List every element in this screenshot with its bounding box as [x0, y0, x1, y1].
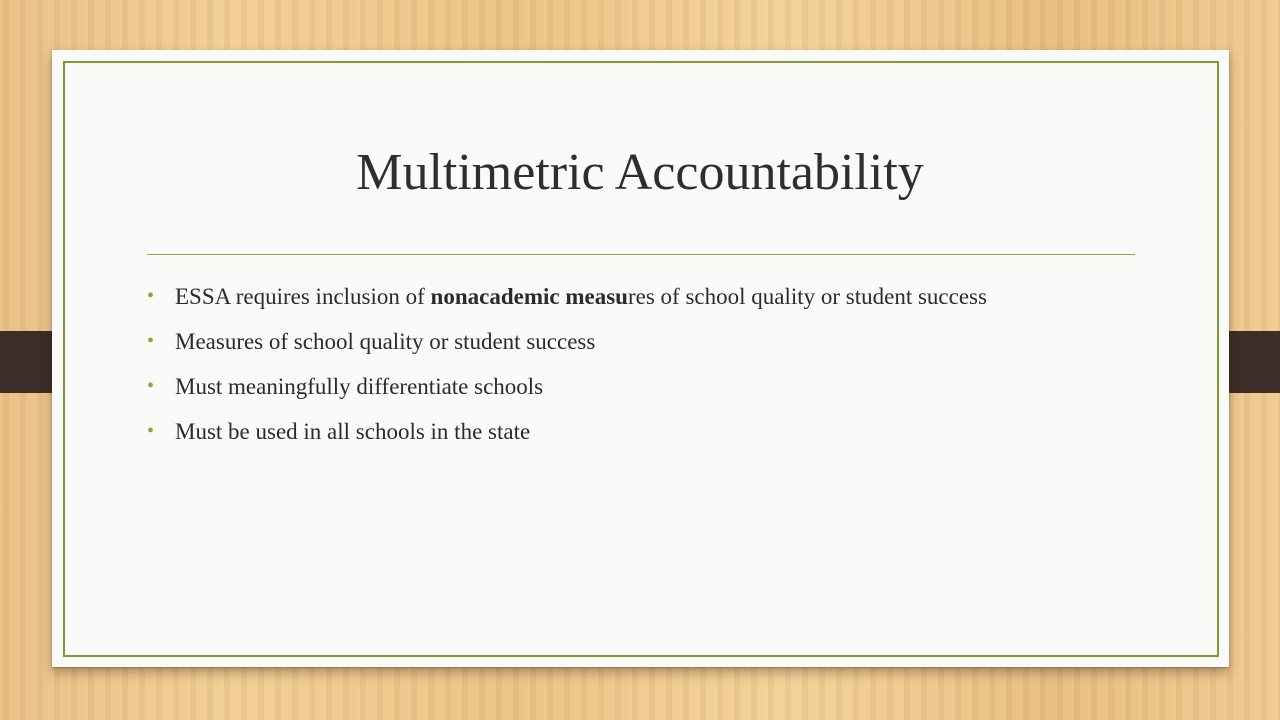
bullet-item [147, 370, 1107, 403]
bullet-item [147, 415, 1107, 448]
bullet-dot-icon: • [147, 330, 155, 352]
bullet-item [147, 325, 1107, 358]
bullet-text-bold: nonacademic measu [430, 284, 628, 309]
bullet-list [147, 280, 1107, 460]
bullet-text: Measures of school quality or student success [175, 329, 596, 354]
bullet-item [147, 280, 1107, 313]
bullet-dot-icon: • [147, 285, 155, 307]
bullet-dot-icon: • [147, 375, 155, 397]
slide-title: Multimetric Accountability [356, 144, 924, 201]
title-divider [147, 254, 1135, 255]
bullet-text-pre: ESSA requires inclusion of [175, 284, 431, 309]
bullet-text: Must be used in all schools in the state [175, 419, 531, 444]
bullet-text: Must meaningfully differentiate schools [175, 374, 544, 399]
bullet-text-post: res of school quality or student success [627, 284, 987, 309]
bullet-dot-icon: • [147, 420, 155, 442]
